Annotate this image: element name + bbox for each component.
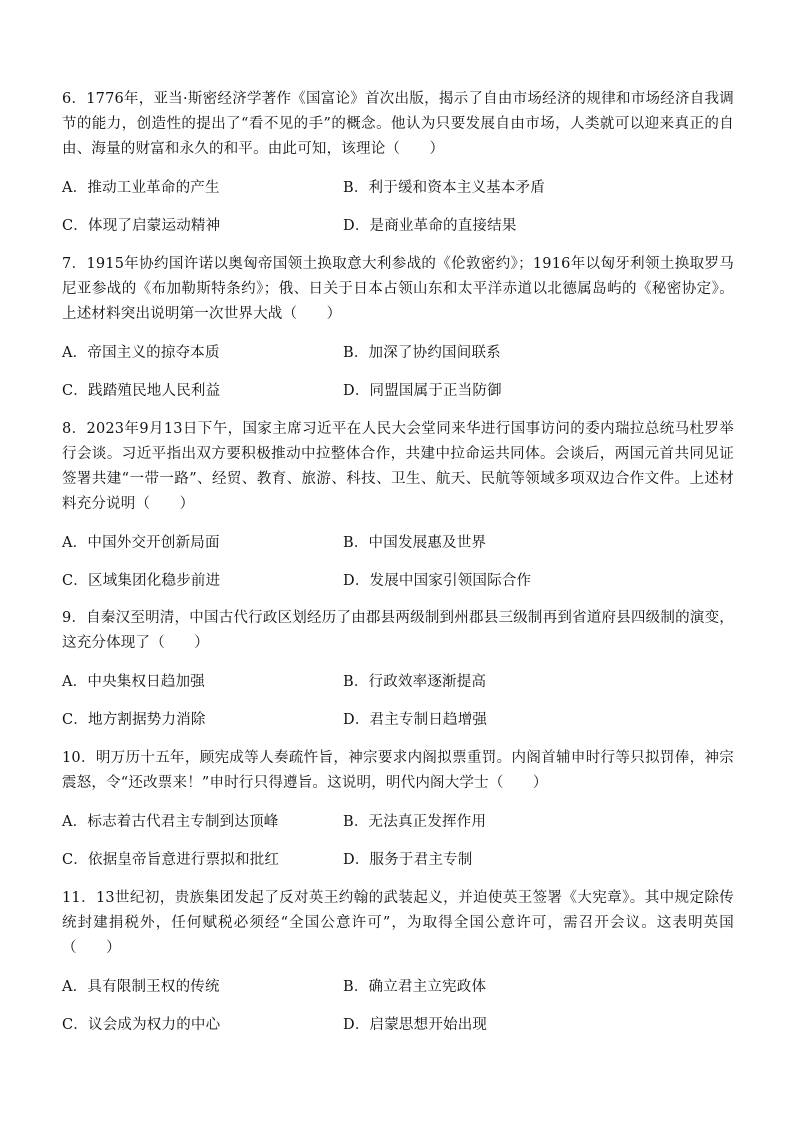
option-a[interactable]: A．具有限制王权的传统	[62, 979, 220, 995]
option-c[interactable]: C．践踏殖民地人民利益	[62, 383, 221, 399]
options-row	[62, 178, 734, 216]
option-d[interactable]: D．发展中国家引领国际合作	[343, 573, 532, 589]
options-row	[62, 672, 734, 710]
question-7	[62, 252, 734, 419]
options-row	[62, 343, 734, 381]
question-stem: 10．明万历十五年，顾宪成等人奏疏忤旨，神宗要求内阁拟票重罚。内阁首辅申时行等只拟罚俸，神宗震怒，令“还改票来！”申时行只得遵旨。这说明，明代内阁大学士（ ）	[62, 750, 734, 791]
option-d[interactable]: D．君主专制日趋增强	[343, 712, 488, 728]
option-b[interactable]: B．行政效率逐渐提高	[343, 674, 487, 690]
options-row	[62, 1015, 734, 1053]
option-d[interactable]: D．是商业革命的直接结果	[343, 218, 517, 234]
options-row	[62, 381, 734, 419]
option-a[interactable]: A．中国外交开创新局面	[62, 535, 220, 551]
options-row	[62, 977, 734, 1015]
option-c[interactable]: C．区域集团化稳步前进	[62, 573, 221, 589]
options-row	[62, 850, 734, 888]
option-b[interactable]: B．利于缓和资本主义基本矛盾	[343, 180, 545, 196]
option-c[interactable]: C．依据皇帝旨意进行票拟和批红	[62, 852, 280, 868]
question-stem: 7．1915年协约国许诺以奥匈帝国领土换取意大利参战的《伦敦密约》；1916年以匈牙利领土换取罗马尼亚参战的《布加勒斯特条约》；俄、日关于日本占领山东和太平洋赤道以北德属岛屿的《秘密协定》。上述材料突出说明第一次世界大战（ ）	[62, 256, 734, 322]
question-stem: 8．2023年9月13日下午，国家主席习近平在人民大会堂同来华进行国事访问的委内瑞拉总统马杜罗举行会谈。习近平指出双方要积极推动中拉整体合作，共建中拉命运共同体。会谈后，两国元首共同见证签署共建“一带一路”、经贸、教育、旅游、科技、卫生、航天、民航等领域多项双边合作文件。上述材料充分说明（ ）	[62, 421, 734, 512]
options-row	[62, 533, 734, 571]
option-a[interactable]: A．推动工业革命的产生	[62, 180, 220, 196]
option-d[interactable]: D．启蒙思想开始出现	[343, 1017, 488, 1033]
options-row	[62, 216, 734, 254]
option-a[interactable]: A．中央集权日趋加强	[62, 674, 205, 690]
question-9	[62, 606, 734, 748]
option-c[interactable]: C．地方割据势力消除	[62, 712, 206, 728]
option-c[interactable]: C．体现了启蒙运动精神	[62, 218, 221, 234]
option-a[interactable]: A．标志着古代君主专制到达顶峰	[62, 814, 279, 830]
option-c[interactable]: C．议会成为权力的中心	[62, 1017, 221, 1033]
options-row	[62, 571, 734, 609]
option-a[interactable]: A．帝国主义的掠夺本质	[62, 345, 220, 361]
question-8	[62, 417, 734, 609]
question-10	[62, 746, 734, 888]
question-11	[62, 886, 734, 1053]
question-stem: 9．自秦汉至明清，中国古代行政区划经历了由郡县两级制到州郡县三级制再到省道府县四级制的演变，这充分体现了（ ）	[62, 610, 734, 651]
option-b[interactable]: B．无法真正发挥作用	[343, 814, 487, 830]
option-d[interactable]: D．服务于君主专制	[343, 852, 473, 868]
question-6	[62, 87, 734, 254]
options-row	[62, 812, 734, 850]
question-stem: 11．13世纪初，贵族集团发起了反对英王约翰的武装起义，并迫使英王签署《大宪章》。其中规定除传统封建捐税外，任何赋税必须经“全国公意许可”，为取得全国公意许可，需召开会议。这表明英国（ ）	[62, 890, 734, 956]
option-b[interactable]: B．中国发展惠及世界	[343, 535, 487, 551]
options-row	[62, 710, 734, 748]
option-b[interactable]: B．加深了协约国间联系	[343, 345, 501, 361]
option-b[interactable]: B．确立君主立宪政体	[343, 979, 487, 995]
question-stem: 6．1776年，亚当·斯密经济学著作《国富论》首次出版，揭示了自由市场经济的规律和市场经济自我调节的能力，创造性的提出了“看不见的手”的概念。他认为只要发展自由市场，人类就可以迎来真正的自由、海量的财富和永久的和平。由此可知，该理论（ ）	[62, 91, 734, 157]
option-d[interactable]: D．同盟国属于正当防御	[343, 383, 502, 399]
